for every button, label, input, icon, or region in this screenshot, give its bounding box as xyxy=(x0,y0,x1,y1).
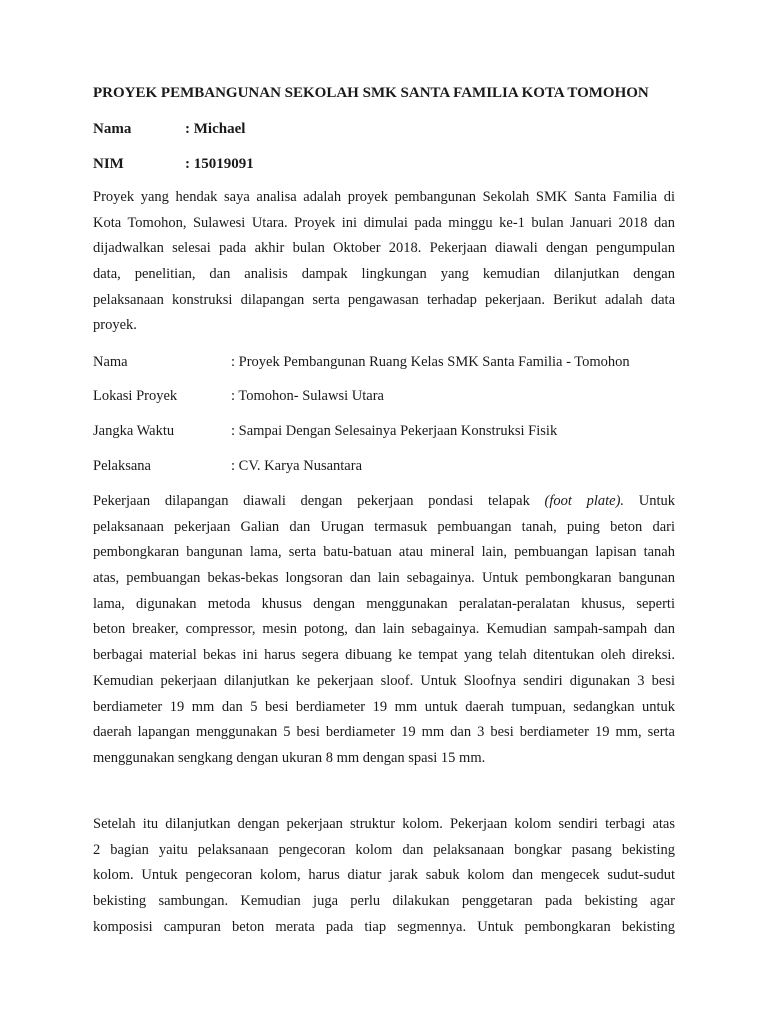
work-line: menggunakan sengkang dengan ukuran 8 mm dengan spasi 15 mm. xyxy=(93,749,486,766)
work-line: Kemudian pekerjaan dilanjutkan ke pekerjaan sloof. Untuk Sloofnya sendiri digunakan 3 besi xyxy=(93,672,675,689)
project-info-label: Lokasi Proyek xyxy=(93,388,178,404)
document-title: PROYEK PEMBANGUNAN SEKOLAH SMK SANTA FAMILIA KOTA TOMOHON xyxy=(93,85,649,101)
project-info-row xyxy=(93,423,557,440)
column-paragraph xyxy=(93,812,675,940)
project-info-row xyxy=(93,354,630,371)
project-info-label: Pelaksana xyxy=(93,458,151,474)
column-line: kolom. Untuk pengecoran kolom, harus diatur jarak sabuk kolom dan mengecek sudut-sudut xyxy=(93,867,675,884)
intro-paragraph xyxy=(93,185,675,339)
work-line-text: Untuk xyxy=(638,493,676,509)
intro-line: pelaksanaan konstruksi dilapangan serta pengawasan terhadap pekerjaan. Berikut adalah data xyxy=(93,291,675,308)
project-info-label: Nama xyxy=(93,354,128,370)
column-line: komposisi campuran beton merata pada tiap segmennya. Untuk pembongkaran bekisting xyxy=(93,918,675,935)
intro-line: proyek. xyxy=(93,317,137,334)
work-line: pembongkaran bangunan lama, serta batu-batuan atau mineral lain, pembuangan lapisan tanah xyxy=(93,544,675,561)
project-info-value: : Tomohon- Sulawsi Utara xyxy=(231,388,384,404)
work-line: berbagai material bekas ini harus segera dibuang ke tempat yang telah ditentukan oleh direksi. xyxy=(93,647,675,664)
student-nim-row xyxy=(93,156,254,173)
work-line: lama, digunakan metoda khusus dengan menggunakan peralatan-peralatan khusus, seperti xyxy=(93,595,675,612)
work-line-text: Pekerjaan dilapangan diawali dengan pekerjaan pondasi telapak xyxy=(93,493,530,509)
project-info-value: : Sampai Dengan Selesainya Pekerjaan Konstruksi Fisik xyxy=(231,423,558,439)
work-line: berdiameter 19 mm dan 5 besi berdiameter 19 mm untuk daerah tumpuan, sedangkan untuk xyxy=(93,698,675,715)
work-paragraph xyxy=(93,489,675,772)
work-line: pelaksanaan pekerjaan Galian dan Urugan termasuk pembuangan tanah, puing beton dari xyxy=(93,518,675,535)
column-line: 2 bagian yaitu pelaksanaan pengecoran kolom dan pelaksanaan bongkar pasang bekisting xyxy=(93,841,675,858)
project-info-row xyxy=(93,388,384,405)
student-name-value: : Michael xyxy=(185,121,246,137)
project-info-value: : CV. Karya Nusantara xyxy=(231,458,363,474)
intro-line: dijadwalkan selesai pada akhir bulan Oktober 2018. Pekerjaan diawali dengan pengumpulan xyxy=(93,240,675,257)
student-name-row xyxy=(93,121,245,138)
intro-line: Kota Tomohon, Sulawesi Utara. Proyek ini dimulai pada minggu ke-1 bulan Januari 2018 dan xyxy=(93,214,675,231)
work-line: beton breaker, compressor, mesin potong, dan lain sebagainya. Kemudian sampah-sampah dan xyxy=(93,621,675,638)
project-info-value: : Proyek Pembangunan Ruang Kelas SMK Santa Familia - Tomohon xyxy=(231,354,630,370)
foot-plate-term: (foot plate). xyxy=(544,493,625,509)
student-nim-label: NIM xyxy=(93,156,124,172)
work-line: daerah lapangan menggunakan 5 besi berdiameter 19 mm dan 3 besi berdiameter 19 mm, serta xyxy=(93,724,675,741)
column-line: Setelah itu dilanjutkan dengan pekerjaan struktur kolom. Pekerjaan kolom sendiri terbagi atas xyxy=(93,816,675,832)
project-info-label: Jangka Waktu xyxy=(93,423,175,439)
student-nim-value: : 15019091 xyxy=(185,156,254,172)
work-line xyxy=(93,489,675,515)
intro-line: Proyek yang hendak saya analisa adalah proyek pembangunan Sekolah SMK Santa Familia di xyxy=(93,189,675,205)
work-line: atas, pembuangan bekas-bekas longsoran dan lain sebagainya. Untuk pembongkaran bangunan xyxy=(93,570,675,587)
intro-line: data, penelitian, dan analisis dampak lingkungan yang kemudian dilanjutkan dengan xyxy=(93,266,675,283)
project-info-row xyxy=(93,458,362,475)
column-line: bekisting sambungan. Kemudian juga perlu dilakukan penggetaran pada bekisting agar xyxy=(93,893,675,910)
student-name-label: Nama xyxy=(93,121,132,137)
